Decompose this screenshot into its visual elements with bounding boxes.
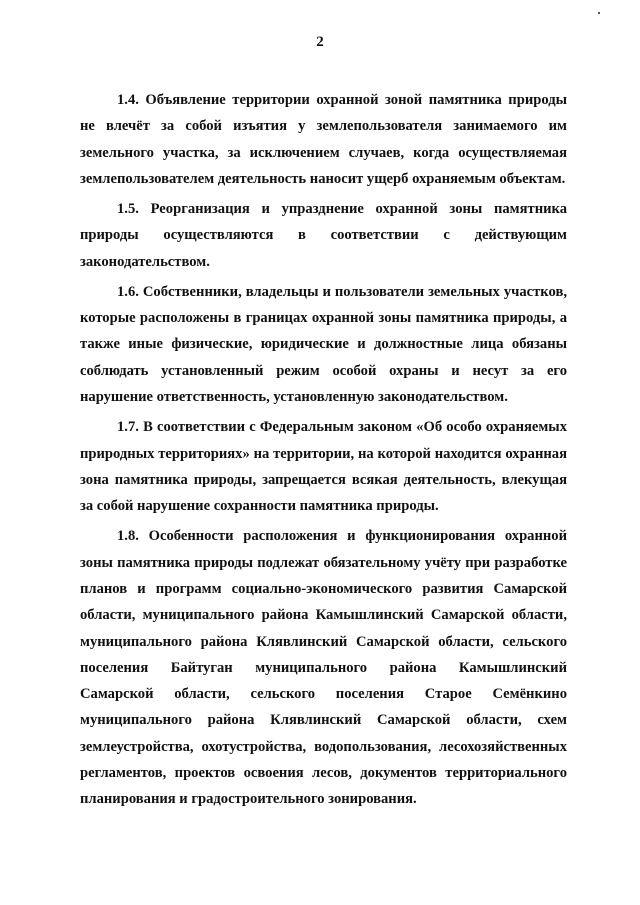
paragraph-1-7: 1.7. В соответствии с Федеральным законом «Об особо охраняемых природных территориях» на территории, на которой находится охранная зона памятника природы, запрещается всякая деятельность, влекущая за собой нарушение сохранности памятника природы.: [80, 419, 567, 515]
scan-speck: [598, 12, 600, 14]
paragraph-1-4: 1.4. Объявление территории охранной зоной памятника природы не влечёт за собой изъятия у землепользователя занимаемого им земельного участка, за исключением случаев, когда осуществляемая землепользователем деятельность наносит ущерб охраняемым объектам.: [80, 92, 567, 187]
paragraph-1-8: 1.8. Особенности расположения и функционирования охранной зоны памятника природы подлежат обязательному учёту при разработке планов и программ социально-экономического развития Самарской области, муниципального района Камышлинский Самарской области, муниципального района Клявлинский Самарской области, сельского поселения Байтуган муниципального района Камышлинский Самарской области, сельского поселения Старое Семёнкино муниципального района Клявлинский Самарской области, схем землеустройства, охотустройства, водопользования, лесохозяйственных регламентов, проектов освоения лесов, документов территориального планирования и градостроительного зонирования.: [80, 528, 567, 808]
page-number: 2: [316, 34, 324, 50]
document-body: [80, 87, 567, 816]
paragraph-1-5: 1.5. Реорганизация и упразднение охранной зоны памятника природы осуществляются в соответствии с действующим законодательством.: [80, 201, 567, 270]
paragraph-1-6: 1.6. Собственники, владельцы и пользователи земельных участков, которые расположены в границах охранной зоны памятника природы, а также иные физические, юридические и должностные лица обязаны соблюдать установленный режим особой охраны и несут за его нарушение ответственность, установленную законодательством.: [80, 283, 567, 406]
